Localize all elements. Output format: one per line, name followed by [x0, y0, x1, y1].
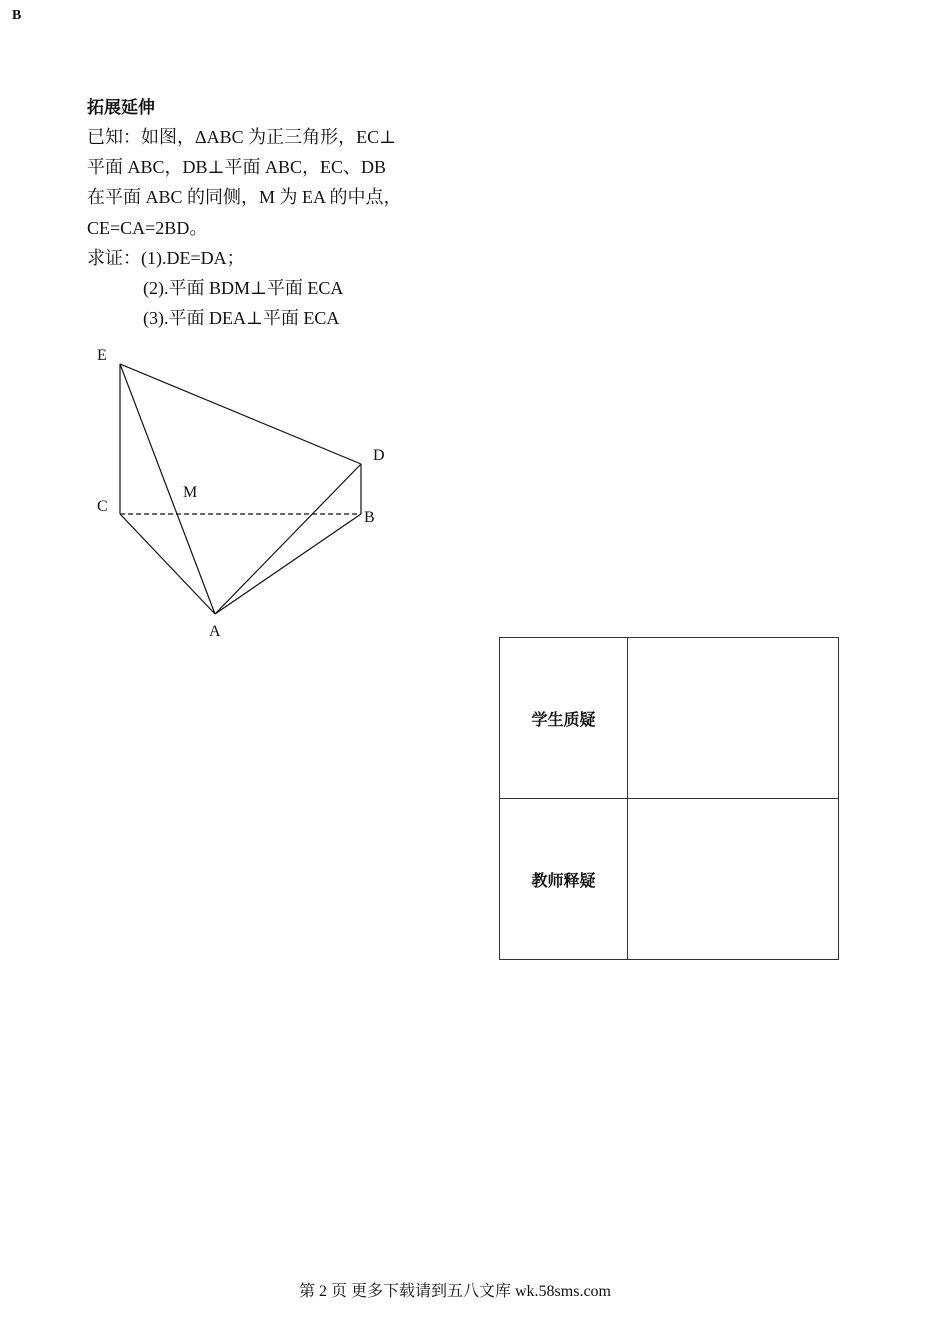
qa-table [499, 637, 839, 960]
problem-line-3: 在平面 ABC 的同侧，M 为 EA 的中点， [87, 187, 402, 208]
table-row [500, 638, 839, 799]
student-question-label: 学生质疑 [500, 638, 628, 799]
prove-item-1: 求证：(1).DE=DA； [87, 247, 245, 268]
label-a: A [209, 623, 221, 640]
corner-mark: B [12, 8, 22, 23]
label-m: M [183, 484, 198, 501]
table-row [500, 799, 839, 960]
label-d: D [373, 447, 385, 464]
prove-item-3: (3).平面 DEA⊥平面 ECA [143, 308, 340, 329]
label-e: E [97, 347, 107, 364]
geometry-figure [90, 340, 400, 650]
edge-da [215, 464, 361, 614]
edge-ed [120, 364, 361, 464]
section-title: 拓展延伸 [87, 98, 155, 118]
edge-ea [120, 364, 215, 614]
label-c: C [97, 498, 108, 515]
edge-ba [215, 514, 361, 614]
teacher-answer-cell[interactable] [628, 799, 839, 960]
page-footer [0, 1278, 950, 1301]
teacher-answer-label: 教师释疑 [500, 799, 628, 960]
student-question-cell[interactable] [628, 638, 839, 799]
edge-ca [120, 514, 215, 614]
problem-line-4: CE=CA=2BD。 [87, 217, 208, 238]
problem-line-1: 已知：如图，ΔABC 为正三角形，EC⊥ [87, 127, 397, 147]
problem-section [87, 94, 447, 333]
footer-text: 第 2 页 更多下载请到五八文库 wk.58sms.com [298, 1283, 611, 1300]
label-b: B [364, 509, 375, 526]
prove-item-2: (2).平面 BDM⊥平面 ECA [143, 278, 344, 299]
problem-line-2: 平面 ABC，DB⊥平面 ABC，EC、DB [87, 157, 386, 178]
